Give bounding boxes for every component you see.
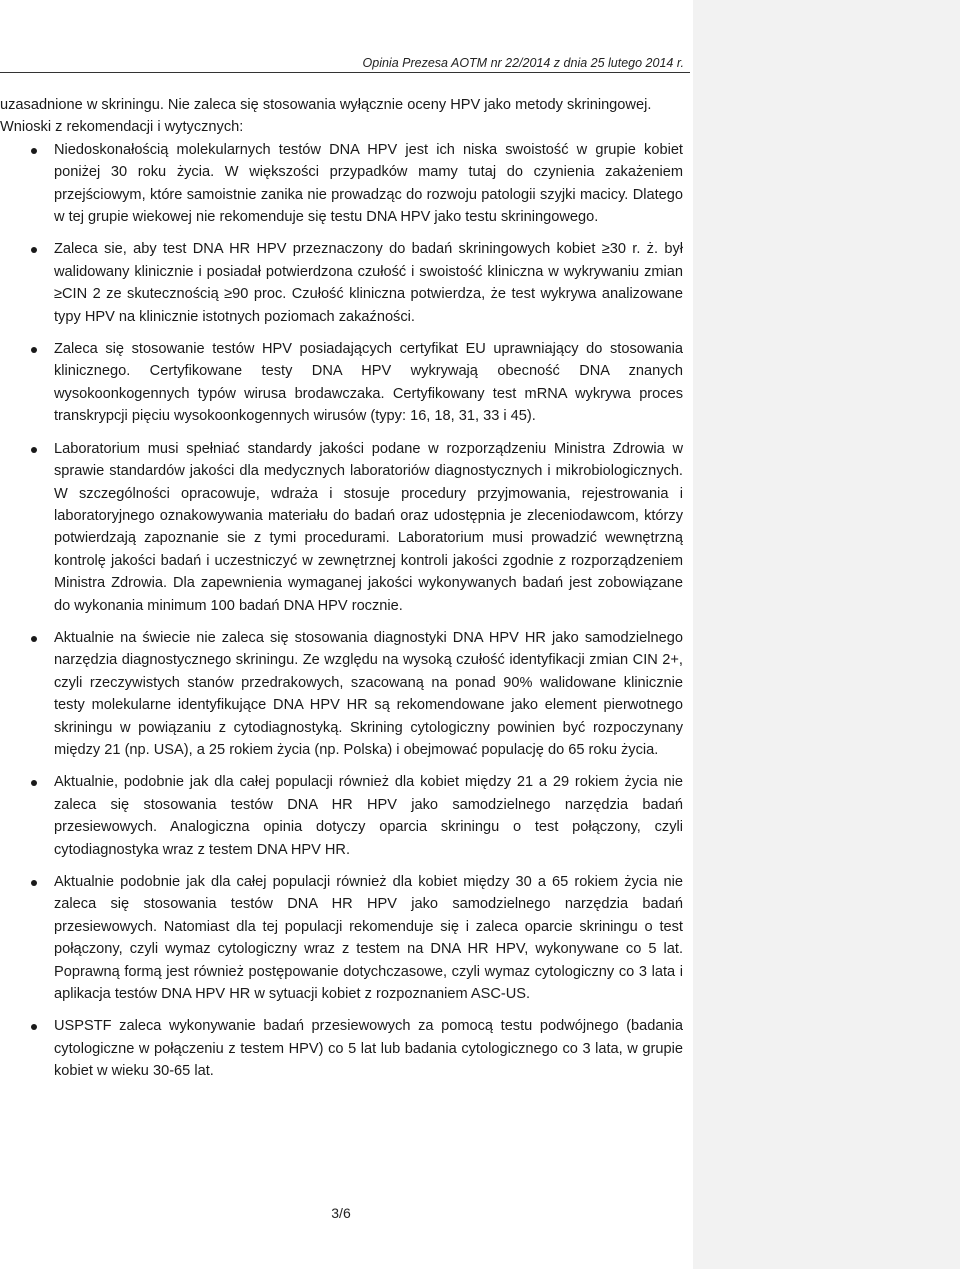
page-number: 3/6: [331, 1205, 351, 1221]
bullet-icon: [31, 447, 37, 453]
list-item-text: Zaleca sie, aby test DNA HR HPV przeznaczony do badań skriningowych kobiet ≥30 r. ż. był walidowany klinicznie i posiadał potwierdzona czułość i swoistość kliniczna w wykrywaniu zmian ≥CIN 2 ze skutecznością ≥90 proc. Czułość kliniczna potwierdza, że test wykrywa analizowane typy HPV na klinicznie istotnych poziomach zakaźności.: [54, 241, 683, 325]
list-item: [0, 871, 683, 1005]
list-item-text: Niedoskonałością molekularnych testów DNA HPV jest ich niska swoistość w grupie kobiet poniżej 30 roku życia. W większości przypadków mamy tutaj do czynienia zakażeniem przejściowym, które samoistnie zanika nie prowadząc do rozwoju patologii szyjki macicy. Dlatego w tej grupie wiekowej nie rekomenduje się testu DNA HPV jako testu skriningowego.: [54, 141, 683, 226]
list-item: [0, 238, 683, 328]
bullet-icon: [31, 1024, 37, 1030]
list-item: [0, 1015, 683, 1082]
comment-margin-pane: [693, 0, 960, 1269]
list-item-text: Aktualnie na świecie nie zaleca się stosowania diagnostyki DNA HPV HR jako samodzielnego narzędzia diagnostycznego skriningu. Ze względu na wysoką czułość identyfikacji zmian CIN 2+, czyli rzeczywistych stanów przedrakowych, szacowaną na ponad 90% walidowane klinicznie testy molekularne identyfikujące DNA HPV HR są rekomendowane jako element pierwotnego skriningu w powiązaniu z cytodiagnostyką. Skrining cytologiczny powinien być rozpoczynany między 21 (np. USA), a 25 rokiem życia (np. Polska) i obejmować populację do 65 roku życia.: [54, 629, 683, 758]
conclusions-intro: Wnioski z rekomendacji i wytycznych:: [0, 119, 244, 136]
bullet-icon: [31, 880, 37, 886]
list-item-text: Zaleca się stosowanie testów HPV posiadających certyfikat EU uprawniający do stosowania klinicznego. Certyfikowane testy DNA HPV wykrywają obecność DNA znanych wysokoonkogennych typów wirusa brodawczaka. Certyfikowany test mRNA wykrywa proces transkrypcji pięciu wysokoonkogennych wirusów (typy: 16, 18, 31, 33 i 45).: [54, 341, 683, 425]
conclusions-list: [0, 139, 683, 1083]
list-item-text: Aktualnie, podobnie jak dla całej populacji również dla kobiet między 21 a 29 rokiem życia nie zaleca się stosowania testów DNA HR HPV jako samodzielnego narzędzia badań przesiewowych. Analogiczna opinia dotyczy oparcia skriningu o test połączony, czyli cytodiagnostyka wraz z testem DNA HPV HR.: [54, 774, 683, 858]
list-item: [0, 627, 683, 761]
bullet-icon: [31, 347, 37, 353]
list-item: [0, 771, 683, 861]
bullet-icon: [31, 780, 37, 786]
bullet-icon: [31, 247, 37, 253]
bullet-icon: [31, 636, 37, 642]
list-item-text: Laboratorium musi spełniać standardy jakości podane w rozporządzeniu Ministra Zdrowia w sprawie standardów jakości dla medycznych laboratoriów diagnostycznych i mikrobiologicznych. W szczególności opracowuje, wdraża i stosuje procedury przyjmowania, rejestrowania i laboratoryjnego oznakowywania materiału do badań oraz udostępnia je zleceniodawcom, którzy potwierdzają zapoznanie sie z tymi procedurami. Laboratorium musi prowadzić wewnętrzną kontrolę jakości badań i uczestniczyć w zewnętrznej kontroli jakości zgodnie z rozporządzeniem Ministra Zdrowia. Dla zapewnienia wymaganej jakości wykonywanych badań jest zobowiązane do wykonania minimum 100 badań DNA HPV rocznie.: [54, 440, 683, 614]
page-header: Opinia Prezesa AOTM nr 22/2014 z dnia 25 lutego 2014 r.: [362, 56, 684, 70]
list-item: [0, 438, 683, 617]
document-body: [0, 94, 683, 1083]
list-item-text: USPSTF zaleca wykonywanie badań przesiewowych za pomocą testu podwójnego (badania cytologiczne w połączeniu z testem HPV) co 5 lat lub badania cytologicznego co 3 lata, w grupie kobiet w wieku 30-65 lat.: [54, 1018, 683, 1080]
bullet-icon: [31, 148, 37, 154]
header-divider: [0, 72, 690, 73]
list-item-text: Aktualnie podobnie jak dla całej populacji również dla kobiet między 30 a 65 rokiem życia nie zaleca się stosowania testów DNA HR HPV jako samodzielnego narzędzia badań przesiewowych. Natomiast dla tej populacji rekomenduje się i zaleca oparcie skriningu o test połączony, czyli wymaz cytologiczny wraz z testem na DNA HR HPV, wykonywane co 5 lat. Poprawną formą jest również postępowanie dotychczasowe, czyli wymaz cytologiczny co 3 lata i aplikacja testów DNA HPV HR w sytuacji kobiet z rozpoznaniem ASC-US.: [54, 874, 683, 1003]
continued-paragraph: uzasadnione w skriningu. Nie zaleca się stosowania wyłącznie oceny HPV jako metody skriningowej.: [0, 97, 652, 113]
list-item: [0, 338, 683, 428]
list-item: [0, 139, 683, 229]
